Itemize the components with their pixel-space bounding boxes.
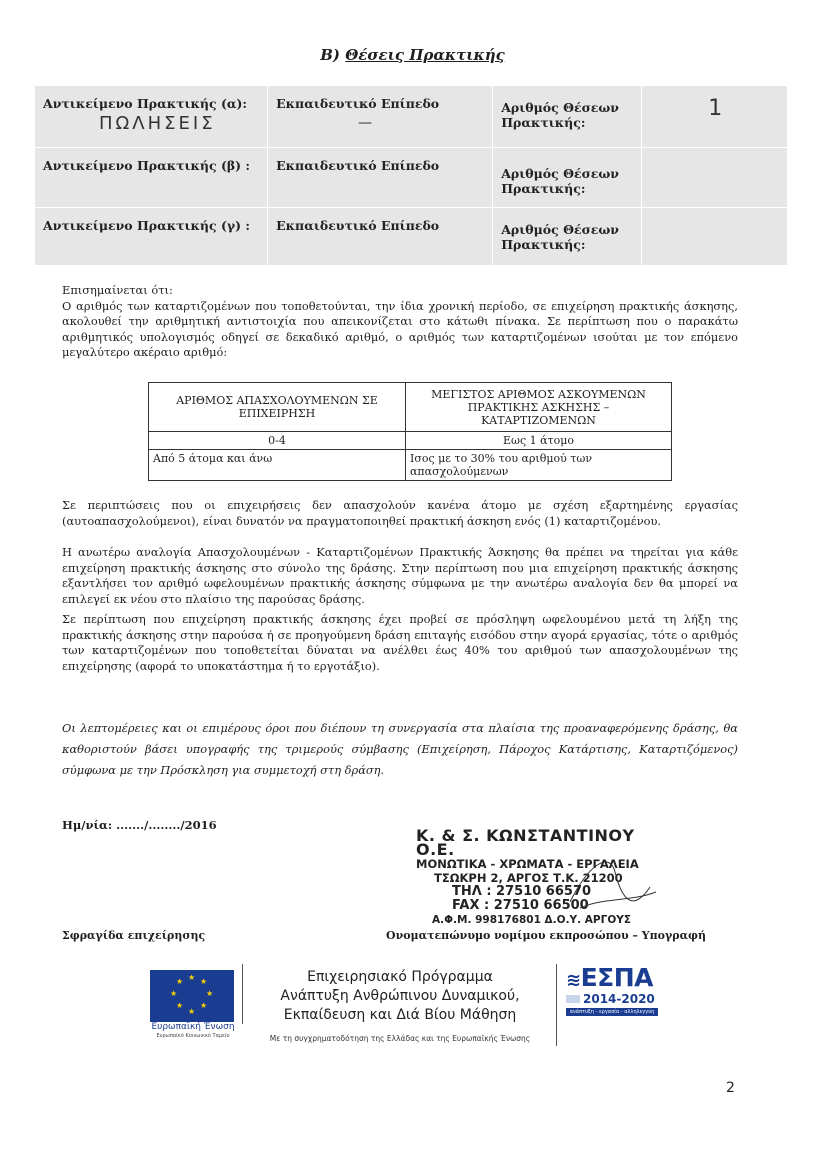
paragraph-ratio: Η ανωτέρω αναλογία Απασχολουμένων - Καταρτιζομένων Πρακτικής Άσκησης θα πρέπει να τηρείται για κάθε επιχείρηση πρακτικής άσκησης στο σύνολο της δράσης. Στην περίπτωση που μια επιχείρηση πρακτικής άσκησης εξαντλήσει τον αριθμό ωφελουμένων πρακτικής άσκησης σύμφωνα με την ανωτέρω αναλογία δεν θα μπορεί να επιλεγεί εκ νέου στο πλαίσιο της παρούσας δράσης. — [62, 545, 738, 606]
level-cell: Εκπαιδευτικό Επίπεδο — [268, 148, 493, 208]
eu-label: Ευρωπαϊκή Ένωση — [151, 1022, 235, 1032]
date-field: Ημ/νία: ......./......../2016 — [62, 818, 217, 832]
count-label: Αριθμός Θέσεων Πρακτικής: — [493, 208, 641, 266]
count-label: Αριθμός Θέσεων Πρακτικής: — [493, 148, 641, 208]
level-cell: Εκπαιδευτικό Επίπεδο — — [268, 86, 493, 148]
position-label: Αντικείμενο Πρακτικής (β) : — [35, 148, 268, 208]
signature-label: Ονοματεπώνυμο νομίμου εκπροσώπου – Υπογραφή — [386, 929, 706, 942]
espa-logo: ≋ΕΣΠΑ 2014-2020 ανάπτυξη - εργασία - αλληλεγγύη — [566, 963, 676, 1016]
handwritten-subject: ΠΩΛΗΣΕΙΣ — [99, 113, 216, 134]
note-block — [62, 283, 738, 361]
positions-table — [34, 85, 788, 266]
note-paragraph: Ο αριθμός των καταρτιζομένων που τοποθετούνται, την ίδια χρονική περίοδο, σε επιχείρηση πρακτικής άσκησης, ακολουθεί την αριθμητική αντιστοιχία που απεικονίζεται στο κάτωθι πίνακα. Σε περίπτωση που ο παρακάτω αριθμητικός υπολογισμός οδηγεί σε δεκαδικό αριθμό, ο αριθμός των καταρτιζομένων ισούται με τον επόμενο μεγαλύτερο ακέραιο αριθμό: — [62, 298, 738, 360]
note-heading: Επισημαίνεται ότι: — [62, 283, 173, 297]
divider — [556, 964, 557, 1046]
position-row-b — [35, 148, 788, 208]
paragraph-self-employed: Σε περιπτώσεις που οι επιχειρήσεις δεν απασχολούν κανένα άτομο με σχέση εξαρτημένης εργασίας (αυτοαπασχολούμενοι), είναι δυνατόν να πραγματοποιηθεί πρακτική άσκηση ενός (1) καταρτιζομένου. — [62, 498, 738, 528]
ratio-cell: 0-4 — [149, 432, 406, 450]
seal-label: Σφραγίδα επιχείρησης — [62, 929, 206, 942]
eu-sublabel: Ευρωπαϊκό Κοινωνικό Ταμείο — [156, 1033, 230, 1039]
position-label: Αντικείμενο Πρακτικής (γ) : — [35, 208, 268, 266]
divider — [242, 964, 243, 1024]
cofinance-note: Με τη συγχρηματοδότηση της Ελλάδας και της Ευρωπαϊκής Ένωσης — [269, 1034, 531, 1043]
page-number: 2 — [726, 1080, 735, 1096]
ratio-cell: Από 5 άτομα και άνω — [149, 450, 406, 481]
company-stamp: Κ. & Σ. ΚΩΝΣΤΑΝΤΙΝΟΥ Ο.Ε. ΜΟΝΩΤΙΚΑ - ΧΡΩΜΑΤΑ - ΕΡΓΑΛΕΙΑ ΤΣΩΚΡΗ 2, ΑΡΓΟΣ Τ.Κ. 21200 ΤΗΛ : 27510 66570 FAX : 27510 66500 Α.Φ.Μ. 998176801 Δ.Ο.Υ. ΑΡΓΟΥΣ — [416, 826, 639, 926]
paragraph-hire: Σε περίπτωση που επιχείρηση πρακτικής άσκησης έχει προβεί σε πρόσληψη ωφελουμένου μετά τη λήξη της πρακτικής άσκησης στην παρούσα ή σε προηγούμενη δράση επιταγής εισόδου στην αγορά εργασίας, τότε ο αριθμός των καταρτιζομένων που τοποθετείται δύναται να ανέλθει έως 40% του αριθμού των απασχολουμένων της επιχείρησης (αφορά το υποκατάστημα ή το εργοτάξιο). — [62, 612, 738, 673]
ratio-cell: Εως 1 άτομο — [406, 432, 672, 450]
level-cell: Εκπαιδευτικό Επίπεδο — [268, 208, 493, 266]
ratio-table — [148, 382, 672, 481]
position-row-a — [35, 86, 788, 148]
count-value — [641, 208, 787, 266]
ratio-table-header — [149, 383, 672, 432]
program-title: Επιχειρησιακό Πρόγραμμα Ανάπτυξη Ανθρώπινου Δυναμικού, Εκπαίδευση και Διά Βίου Μάθηση — [280, 969, 520, 1023]
count-label: Αριθμός Θέσεων Πρακτικής: — [493, 86, 641, 148]
ratio-row — [149, 432, 672, 450]
ratio-header-employees: ΑΡΙΘΜΟΣ ΑΠΑΣΧΟΛΟΥΜΕΝΩΝ ΣΕ ΕΠΙΧΕΙΡΗΣΗ — [149, 383, 406, 432]
count-value: 1 — [641, 86, 787, 148]
section-title: Β) Θέσεις Πρακτικής — [320, 46, 505, 64]
paragraph-details: Οι λεπτομέρειες και οι επιμέρους όροι που διέπουν τη συνεργασία στα πλαίσια της προαναφερόμενης δράσης, θα καθοριστούν βάσει υπογραφής της τριμερούς σύμβασης (Επιχείρηση, Πάροχος Κατάρτισης, Καταρτιζόμενος) σύμφωνα με την Πρόσκληση για συμμετοχή στη δράση. — [62, 721, 738, 777]
signature — [560, 842, 660, 922]
ratio-cell: Ισος με το 30% του αριθμού των απασχολούμενων — [406, 450, 672, 481]
position-row-c — [35, 208, 788, 266]
ratio-row — [149, 450, 672, 481]
eu-flag-icon: ★ ★ ★ ★ ★ ★ ★ ★ — [150, 970, 234, 1022]
count-value — [641, 148, 787, 208]
position-label: Αντικείμενο Πρακτικής (α): ΠΩΛΗΣΕΙΣ — [35, 86, 268, 148]
ratio-header-trainees: ΜΕΓΙΣΤΟΣ ΑΡΙΘΜΟΣ ΑΣΚΟΥΜΕΝΩΝ ΠΡΑΚΤΙΚΗΣ ΑΣΚΗΣΗΣ – ΚΑΤΑΡΤΙΖΟΜΕΝΩΝ — [406, 383, 672, 432]
